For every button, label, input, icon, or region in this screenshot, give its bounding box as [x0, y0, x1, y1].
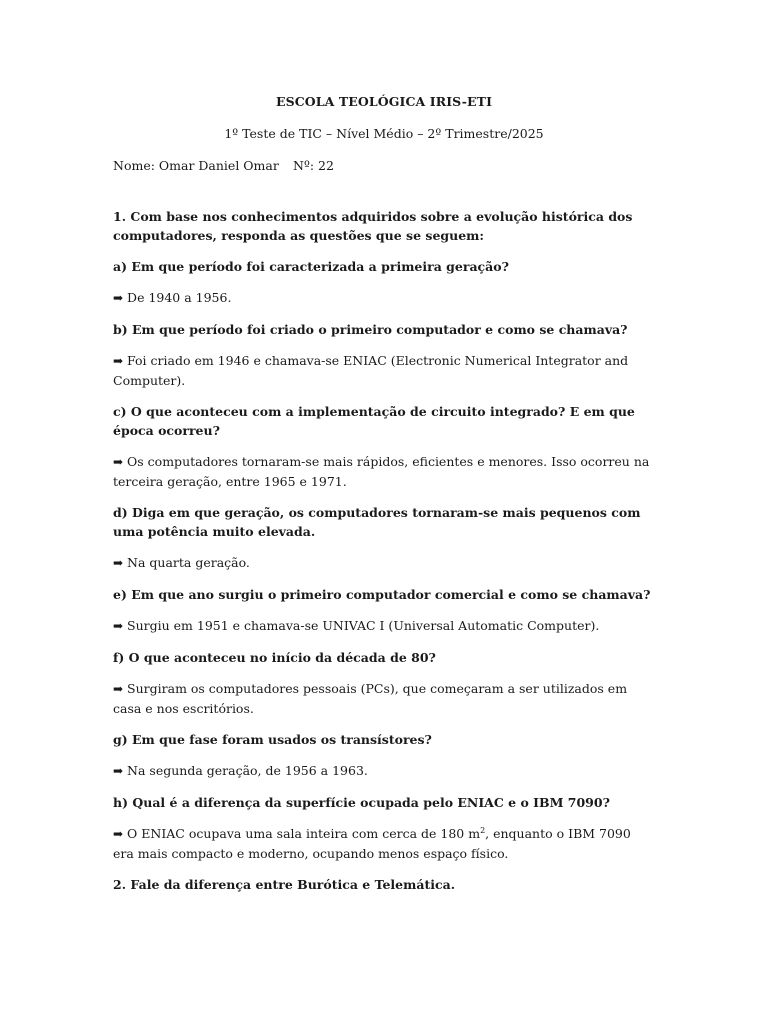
answer-d	[113, 553, 653, 573]
right-arrow-icon: ➡	[113, 827, 124, 841]
student-number: Nº: 22	[293, 158, 334, 173]
answer-d-text: Na quarta geração.	[127, 555, 250, 570]
answer-a	[113, 288, 653, 308]
right-arrow-icon: ➡	[113, 764, 124, 778]
answer-h-text-end: , enquanto o IBM 7090 era mais compacto e moderno, ocupando menos espaço físico.	[113, 826, 631, 861]
right-arrow-icon: ➡	[113, 682, 124, 696]
question-b: b) Em que período foi criado o primeiro computador e como se chamava?	[113, 322, 628, 337]
answer-g-text: Na segunda geração, de 1956 a 1963.	[127, 763, 368, 778]
section-2-question: 2. Fale da diferença entre Burótica e Telemática.	[113, 877, 456, 892]
answer-h-text-start: O ENIAC ocupava uma sala inteira com cerca de 180 m	[127, 826, 481, 841]
question-e: e) Em que ano surgiu o primeiro computador comercial e como se chamava?	[113, 587, 651, 602]
answer-e-text: Surgiu em 1951 e chamava-se UNIVAC I (Universal Automatic Computer).	[127, 618, 600, 633]
answer-b	[113, 351, 653, 390]
answer-g	[113, 761, 653, 781]
superscript-2: 2	[480, 825, 486, 835]
answer-f	[113, 679, 653, 718]
question-d: d) Diga em que geração, os computadores tornaram-se mais pequenos com uma potência muito elevada.	[113, 505, 641, 539]
section-1-intro: 1. Com base nos conhecimentos adquiridos sobre a evolução histórica dos computadores, responda as questões que se seguem:	[113, 209, 633, 243]
question-g: g) Em que fase foram usados os transístores?	[113, 732, 432, 747]
answer-f-text: Surgiram os computadores pessoais (PCs), que começaram a ser utilizados em casa e nos escritórios.	[113, 681, 628, 716]
right-arrow-icon: ➡	[113, 619, 124, 633]
right-arrow-icon: ➡	[113, 556, 124, 570]
right-arrow-icon: ➡	[113, 455, 124, 469]
question-f: f) O que aconteceu no início da década de 80?	[113, 650, 436, 665]
right-arrow-icon: ➡	[113, 354, 124, 368]
question-c: c) O que aconteceu com a implementação de circuito integrado? E em que época ocorreu?	[113, 404, 635, 438]
student-name: Nome: Omar Daniel Omar	[113, 158, 279, 173]
answer-c-text: Os computadores tornaram-se mais rápidos, eficientes e menores. Isso ocorreu na terceira geração, entre 1965 e 1971.	[113, 454, 650, 489]
school-title: ESCOLA TEOLÓGICA IRIS-ETI	[275, 94, 493, 109]
answer-c	[113, 452, 653, 491]
right-arrow-icon: ➡	[113, 291, 124, 305]
question-h: h) Qual é a diferença da superfície ocupada pelo ENIAC e o IBM 7090?	[113, 795, 610, 810]
questions-content	[113, 207, 653, 906]
student-info	[113, 158, 334, 173]
test-subtitle: 1º Teste de TIC – Nível Médio – 2º Trimestre/2025	[224, 126, 544, 141]
question-a: a) Em que período foi caracterizada a primeira geração?	[113, 259, 509, 274]
answer-e	[113, 616, 653, 636]
answer-h	[113, 824, 653, 863]
answer-a-text: De 1940 a 1956.	[127, 290, 232, 305]
answer-b-text: Foi criado em 1946 e chamava-se ENIAC (Electronic Numerical Integrator and Computer).	[113, 353, 629, 388]
